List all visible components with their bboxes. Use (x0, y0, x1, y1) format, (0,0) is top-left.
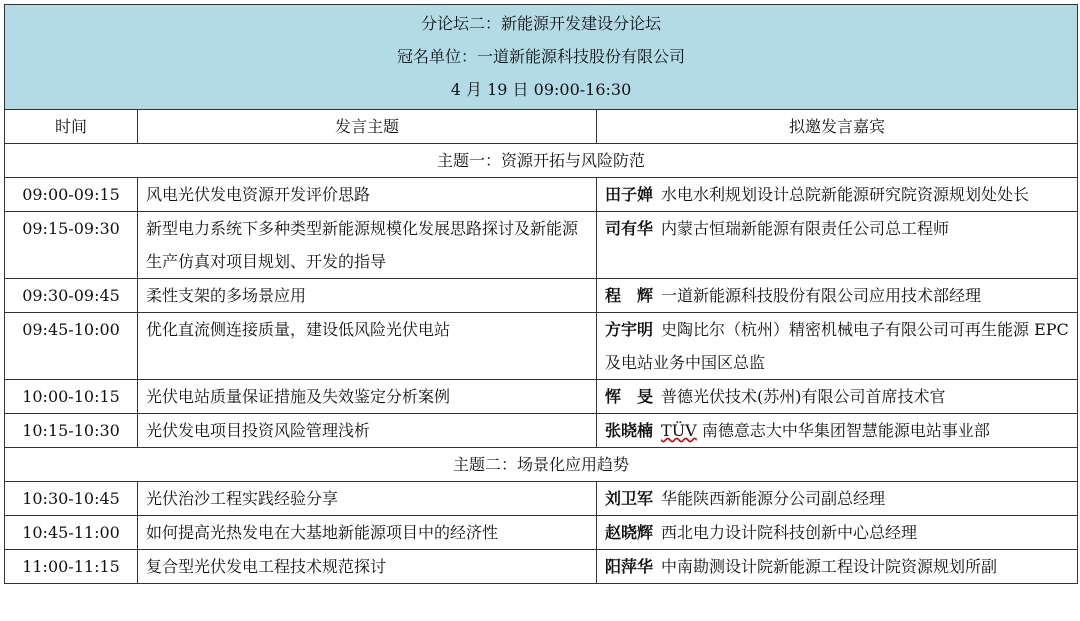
speaker-title: 水电水利规划设计总院新能源研究院资源规划处处长 (661, 185, 1030, 204)
speaker-name: 田子婵 (605, 185, 654, 204)
speaker-cell (597, 482, 1078, 516)
time-cell: 09:45-10:00 (5, 313, 138, 380)
table-row (5, 212, 1078, 279)
agenda-table (4, 4, 1078, 584)
topic-cell: 风电光伏发电资源开发评价思路 (138, 178, 597, 212)
agenda-container (4, 4, 1077, 584)
time-cell: 09:00-09:15 (5, 178, 138, 212)
speaker-name: 司有华 (605, 219, 654, 238)
speaker-title: 一道新能源科技股份有限公司应用技术部经理 (661, 286, 982, 305)
speaker-name: 刘卫军 (605, 489, 654, 508)
speaker-title: 中南勘测设计院新能源工程设计院资源规划所副 (661, 557, 998, 576)
speaker-cell (597, 313, 1078, 380)
table-row (5, 550, 1078, 584)
time-cell: 11:00-11:15 (5, 550, 138, 584)
table-row (5, 482, 1078, 516)
time-cell: 10:00-10:15 (5, 380, 138, 414)
table-row (5, 380, 1078, 414)
speaker-name: 张晓楠 (605, 421, 654, 440)
speaker-cell (597, 414, 1078, 448)
time-cell: 10:30-10:45 (5, 482, 138, 516)
speaker-cell (597, 550, 1078, 584)
header-row (5, 5, 1078, 110)
table-row (5, 414, 1078, 448)
column-header-row (5, 110, 1078, 144)
forum-header (5, 5, 1078, 110)
topic-cell: 如何提高光热发电在大基地新能源项目中的经济性 (138, 516, 597, 550)
forum-sponsor: 冠名单位：一道新能源科技股份有限公司 (397, 47, 686, 66)
speaker-title: 西北电力设计院科技创新中心总经理 (661, 523, 918, 542)
speaker-title: 内蒙古恒瑞新能源有限责任公司总工程师 (661, 219, 950, 238)
time-cell: 10:15-10:30 (5, 414, 138, 448)
speaker-cell (597, 212, 1078, 279)
theme-one: 主题一：资源开拓与风险防范 (5, 144, 1078, 178)
speaker-title: 南德意志大中华集团智慧能源电站事业部 (701, 421, 990, 440)
speaker-name: 赵晓辉 (605, 523, 654, 542)
time-cell: 09:30-09:45 (5, 279, 138, 313)
speaker-name: 方宇明 (605, 320, 654, 339)
table-row (5, 516, 1078, 550)
topic-cell: 柔性支架的多场景应用 (138, 279, 597, 313)
time-cell: 10:45-11:00 (5, 516, 138, 550)
speaker-cell (597, 516, 1078, 550)
speaker-cell (597, 380, 1078, 414)
topic-cell: 优化直流侧连接质量，建设低风险光伏电站 (138, 313, 597, 380)
speaker-cell (597, 178, 1078, 212)
topic-cell: 光伏发电项目投资风险管理浅析 (138, 414, 597, 448)
speaker-name: 阳萍华 (605, 557, 654, 576)
forum-date: 4 月 19 日 09:00-16:30 (450, 80, 632, 99)
table-row (5, 313, 1078, 380)
forum-title: 分论坛二：新能源开发建设分论坛 (421, 14, 662, 33)
speaker-cell (597, 279, 1078, 313)
speaker-title: 华能陕西新能源分公司副总经理 (661, 489, 886, 508)
speaker-name: 恽 旻 (605, 387, 654, 406)
theme-row (5, 144, 1078, 178)
speaker-title: 普德光伏技术(苏州)有限公司首席技术官 (661, 387, 946, 406)
topic-cell: 新型电力系统下多种类型新能源规模化发展思路探讨及新能源生产仿真对项目规划、开发的指导 (138, 212, 597, 279)
theme-row (5, 448, 1078, 482)
time-cell: 09:15-09:30 (5, 212, 138, 279)
column-header-speaker: 拟邀发言嘉宾 (597, 110, 1078, 144)
topic-cell: 光伏电站质量保证措施及失效鉴定分析案例 (138, 380, 597, 414)
topic-cell: 复合型光伏发电工程技术规范探讨 (138, 550, 597, 584)
table-row (5, 279, 1078, 313)
column-header-topic: 发言主题 (138, 110, 597, 144)
column-header-time: 时间 (5, 110, 138, 144)
speaker-title-brand: TÜV (661, 421, 697, 440)
topic-cell: 光伏治沙工程实践经验分享 (138, 482, 597, 516)
speaker-name: 程 辉 (605, 286, 654, 305)
theme-two: 主题二：场景化应用趋势 (5, 448, 1078, 482)
table-row (5, 178, 1078, 212)
speaker-title: 史陶比尔（杭州）精密机械电子有限公司可再生能源 EPC 及电站业务中国区总监 (605, 320, 1069, 372)
